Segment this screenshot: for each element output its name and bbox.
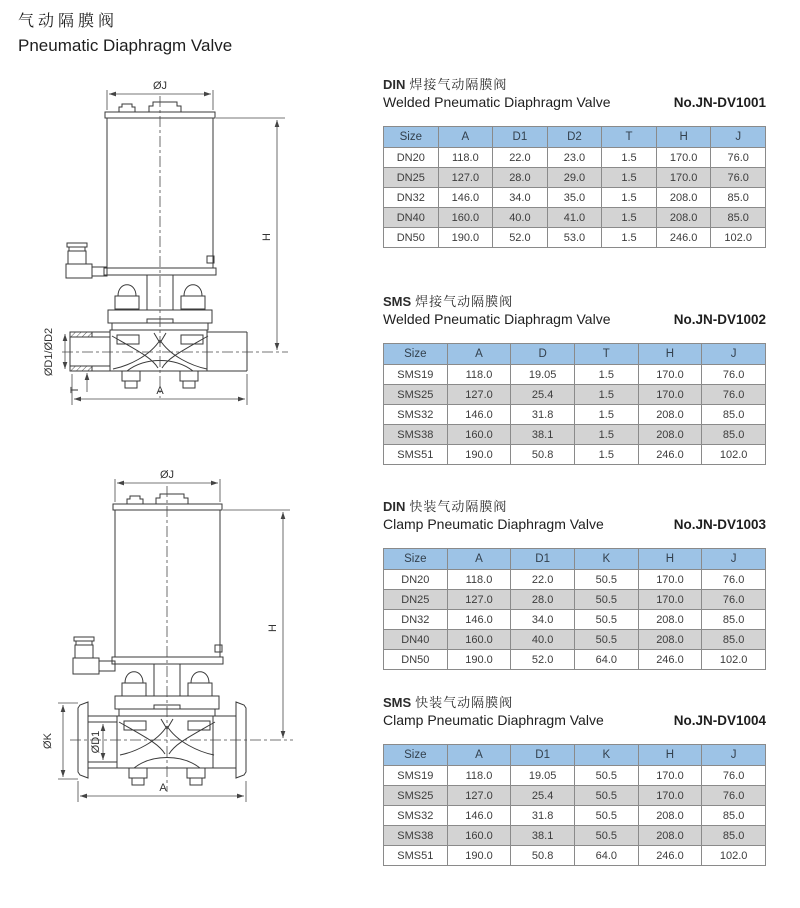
table-row: [384, 228, 766, 248]
section-subtitle: [383, 712, 766, 732]
table-cell: DN25: [384, 168, 439, 188]
table-cell: 38.1: [511, 826, 575, 846]
table-cell: 40.0: [511, 630, 575, 650]
dim-label-j: ØJ: [152, 80, 168, 92]
table-cell: 85.0: [702, 425, 766, 445]
standard-label: SMS: [383, 695, 412, 710]
model-number: No.JN-DV1002: [673, 312, 766, 327]
table-cell: 170.0: [656, 148, 711, 168]
table-cell: 146.0: [447, 405, 511, 425]
spec-section: [383, 694, 766, 866]
table-cell: 246.0: [638, 445, 702, 465]
table-cell: 1.5: [602, 188, 657, 208]
table-row: [384, 826, 766, 846]
table-cell: 208.0: [638, 405, 702, 425]
dim-label-d1-d2: ØD1/ØD2: [43, 327, 55, 377]
column-header: K: [574, 745, 638, 766]
table-cell: 85.0: [711, 208, 766, 228]
dim-label-h: H: [267, 624, 279, 632]
dimension-table: [383, 744, 766, 866]
table-cell: 35.0: [547, 188, 602, 208]
section-title-cn: 焊接气动隔膜阀: [409, 77, 508, 92]
table-row: [384, 425, 766, 445]
table-cell: 28.0: [493, 168, 548, 188]
table-cell: 50.8: [511, 445, 575, 465]
table-cell: SMS19: [384, 766, 448, 786]
section-title-cn: 快装气动隔膜阀: [415, 695, 514, 710]
dim-label-h: H: [261, 233, 273, 241]
column-header: A: [447, 745, 511, 766]
table-cell: 76.0: [702, 786, 766, 806]
table-cell: SMS32: [384, 405, 448, 425]
table-cell: 160.0: [447, 630, 511, 650]
table-cell: 1.5: [574, 385, 638, 405]
table-cell: SMS25: [384, 786, 448, 806]
table-cell: 50.5: [574, 826, 638, 846]
dim-label-a: A: [159, 782, 167, 794]
table-cell: 85.0: [702, 610, 766, 630]
dim-label-t: T: [69, 386, 81, 394]
spec-section: [383, 76, 766, 248]
table-cell: 190.0: [447, 846, 511, 866]
table-cell: 50.5: [574, 610, 638, 630]
table-cell: 208.0: [638, 610, 702, 630]
table-cell: 102.0: [702, 445, 766, 465]
table-header-row: [384, 127, 766, 148]
table-cell: 50.5: [574, 590, 638, 610]
table-row: [384, 168, 766, 188]
section-subtitle: [383, 94, 766, 114]
table-cell: 29.0: [547, 168, 602, 188]
model-number: No.JN-DV1004: [673, 713, 766, 728]
table-row: [384, 188, 766, 208]
column-header: J: [702, 344, 766, 365]
table-cell: 170.0: [638, 365, 702, 385]
table-cell: 246.0: [638, 846, 702, 866]
table-row: [384, 806, 766, 826]
column-header: D1: [511, 549, 575, 570]
table-cell: 64.0: [574, 846, 638, 866]
table-header-row: [384, 745, 766, 766]
table-row: [384, 365, 766, 385]
table-cell: 208.0: [656, 208, 711, 228]
table-cell: 76.0: [702, 590, 766, 610]
table-cell: 208.0: [638, 806, 702, 826]
table-header-row: [384, 549, 766, 570]
table-row: [384, 570, 766, 590]
table-row: [384, 786, 766, 806]
table-cell: 50.8: [511, 846, 575, 866]
table-cell: 127.0: [447, 385, 511, 405]
table-cell: 246.0: [638, 650, 702, 670]
table-cell: 19.05: [511, 365, 575, 385]
dimension-table: [383, 343, 766, 465]
column-header: A: [447, 549, 511, 570]
column-header: T: [602, 127, 657, 148]
model-number: No.JN-DV1003: [673, 517, 766, 532]
column-header: J: [702, 549, 766, 570]
standard-label: SMS: [383, 294, 412, 309]
table-cell: 52.0: [493, 228, 548, 248]
table-cell: 85.0: [711, 188, 766, 208]
table-cell: 208.0: [638, 826, 702, 846]
table-cell: 34.0: [511, 610, 575, 630]
table-cell: 208.0: [638, 425, 702, 445]
table-cell: 40.0: [493, 208, 548, 228]
table-cell: 246.0: [656, 228, 711, 248]
table-cell: 50.5: [574, 786, 638, 806]
table-cell: 118.0: [447, 570, 511, 590]
table-row: [384, 445, 766, 465]
table-cell: SMS51: [384, 846, 448, 866]
table-cell: SMS51: [384, 445, 448, 465]
table-cell: 190.0: [438, 228, 493, 248]
table-cell: 22.0: [493, 148, 548, 168]
table-cell: 76.0: [702, 385, 766, 405]
table-cell: 25.4: [511, 786, 575, 806]
table-cell: DN25: [384, 590, 448, 610]
table-cell: 190.0: [447, 445, 511, 465]
page-title-en: Pneumatic Diaphragm Valve: [18, 36, 233, 55]
column-header: H: [638, 549, 702, 570]
dimension-table: [383, 126, 766, 248]
table-cell: 64.0: [574, 650, 638, 670]
table-cell: 85.0: [702, 630, 766, 650]
table-cell: 85.0: [702, 405, 766, 425]
column-header: A: [447, 344, 511, 365]
table-cell: 146.0: [438, 188, 493, 208]
table-cell: 170.0: [656, 168, 711, 188]
dimension-table: [383, 548, 766, 670]
dim-label-k: ØK: [42, 733, 54, 749]
table-cell: SMS32: [384, 806, 448, 826]
column-header: Size: [384, 127, 439, 148]
table-cell: SMS38: [384, 826, 448, 846]
column-header: J: [702, 745, 766, 766]
section-subtitle: [383, 516, 766, 536]
table-cell: 127.0: [447, 590, 511, 610]
spec-section: [383, 498, 766, 670]
table-cell: 118.0: [447, 766, 511, 786]
table-cell: 23.0: [547, 148, 602, 168]
table-cell: 118.0: [438, 148, 493, 168]
table-cell: 38.1: [511, 425, 575, 445]
column-header: J: [711, 127, 766, 148]
table-cell: 170.0: [638, 590, 702, 610]
table-cell: 76.0: [711, 148, 766, 168]
table-cell: 118.0: [447, 365, 511, 385]
table-cell: 50.5: [574, 766, 638, 786]
column-header: A: [438, 127, 493, 148]
table-cell: 50.5: [574, 806, 638, 826]
table-cell: 31.8: [511, 405, 575, 425]
table-cell: DN40: [384, 630, 448, 650]
section-title-cn: 快装气动隔膜阀: [409, 499, 508, 514]
table-cell: 1.5: [574, 425, 638, 445]
table-cell: 1.5: [602, 148, 657, 168]
table-cell: 34.0: [493, 188, 548, 208]
column-header: D1: [493, 127, 548, 148]
table-cell: 76.0: [711, 168, 766, 188]
dim-label-a: A: [156, 385, 164, 397]
table-cell: 1.5: [602, 228, 657, 248]
section-title-en: Clamp Pneumatic Diaphragm Valve: [383, 516, 604, 532]
table-row: [384, 148, 766, 168]
page-title-cn: 气动隔膜阀: [18, 13, 119, 30]
table-header-row: [384, 344, 766, 365]
column-header: H: [638, 344, 702, 365]
table-cell: SMS38: [384, 425, 448, 445]
column-header: Size: [384, 745, 448, 766]
dim-label-d1: ØD1: [90, 730, 102, 754]
column-header: H: [638, 745, 702, 766]
table-cell: 85.0: [702, 826, 766, 846]
table-cell: 1.5: [602, 208, 657, 228]
table-row: [384, 766, 766, 786]
table-cell: 160.0: [447, 425, 511, 445]
table-cell: DN50: [384, 650, 448, 670]
table-cell: 102.0: [711, 228, 766, 248]
table-cell: 127.0: [447, 786, 511, 806]
table-cell: 102.0: [702, 846, 766, 866]
spec-section: [383, 293, 766, 465]
table-cell: SMS25: [384, 385, 448, 405]
standard-label: DIN: [383, 499, 406, 514]
table-cell: DN20: [384, 148, 439, 168]
section-title-cn: 焊接气动隔膜阀: [415, 294, 514, 309]
section-title-en: Clamp Pneumatic Diaphragm Valve: [383, 712, 604, 728]
table-cell: 127.0: [438, 168, 493, 188]
table-cell: 102.0: [702, 650, 766, 670]
table-cell: 1.5: [574, 445, 638, 465]
table-cell: 146.0: [447, 806, 511, 826]
table-cell: 146.0: [447, 610, 511, 630]
table-cell: 170.0: [638, 786, 702, 806]
table-row: [384, 405, 766, 425]
table-cell: 25.4: [511, 385, 575, 405]
table-cell: 76.0: [702, 766, 766, 786]
table-cell: 1.5: [574, 365, 638, 385]
table-row: [384, 650, 766, 670]
table-cell: 28.0: [511, 590, 575, 610]
table-cell: 41.0: [547, 208, 602, 228]
column-header: K: [574, 549, 638, 570]
section-heading: [383, 498, 766, 516]
column-header: Size: [384, 549, 448, 570]
column-header: Size: [384, 344, 448, 365]
section-heading: [383, 293, 766, 311]
column-header: T: [574, 344, 638, 365]
table-cell: 190.0: [447, 650, 511, 670]
section-title-en: Welded Pneumatic Diaphragm Valve: [383, 94, 611, 110]
table-cell: 85.0: [702, 806, 766, 826]
table-row: [384, 610, 766, 630]
table-row: [384, 630, 766, 650]
table-cell: 19.05: [511, 766, 575, 786]
section-subtitle: [383, 311, 766, 331]
section-heading: [383, 76, 766, 94]
standard-label: DIN: [383, 77, 406, 92]
dim-label-j: ØJ: [159, 469, 175, 481]
model-number: No.JN-DV1001: [673, 95, 766, 110]
column-header: D1: [511, 745, 575, 766]
table-cell: 50.5: [574, 630, 638, 650]
table-row: [384, 590, 766, 610]
table-cell: 76.0: [702, 365, 766, 385]
table-cell: 52.0: [511, 650, 575, 670]
table-cell: 76.0: [702, 570, 766, 590]
table-row: [384, 846, 766, 866]
column-header: D2: [547, 127, 602, 148]
table-cell: 208.0: [656, 188, 711, 208]
table-cell: 22.0: [511, 570, 575, 590]
table-cell: 208.0: [638, 630, 702, 650]
table-cell: 53.0: [547, 228, 602, 248]
table-cell: 170.0: [638, 766, 702, 786]
table-cell: DN32: [384, 610, 448, 630]
table-cell: 1.5: [602, 168, 657, 188]
column-header: H: [656, 127, 711, 148]
table-row: [384, 208, 766, 228]
section-heading: [383, 694, 766, 712]
table-row: [384, 385, 766, 405]
table-cell: 160.0: [438, 208, 493, 228]
table-cell: SMS19: [384, 365, 448, 385]
table-cell: DN40: [384, 208, 439, 228]
table-cell: 170.0: [638, 385, 702, 405]
table-cell: DN50: [384, 228, 439, 248]
table-cell: 31.8: [511, 806, 575, 826]
table-cell: 1.5: [574, 405, 638, 425]
table-cell: DN20: [384, 570, 448, 590]
table-cell: DN32: [384, 188, 439, 208]
table-cell: 170.0: [638, 570, 702, 590]
section-title-en: Welded Pneumatic Diaphragm Valve: [383, 311, 611, 327]
table-cell: 160.0: [447, 826, 511, 846]
table-cell: 50.5: [574, 570, 638, 590]
column-header: D: [511, 344, 575, 365]
